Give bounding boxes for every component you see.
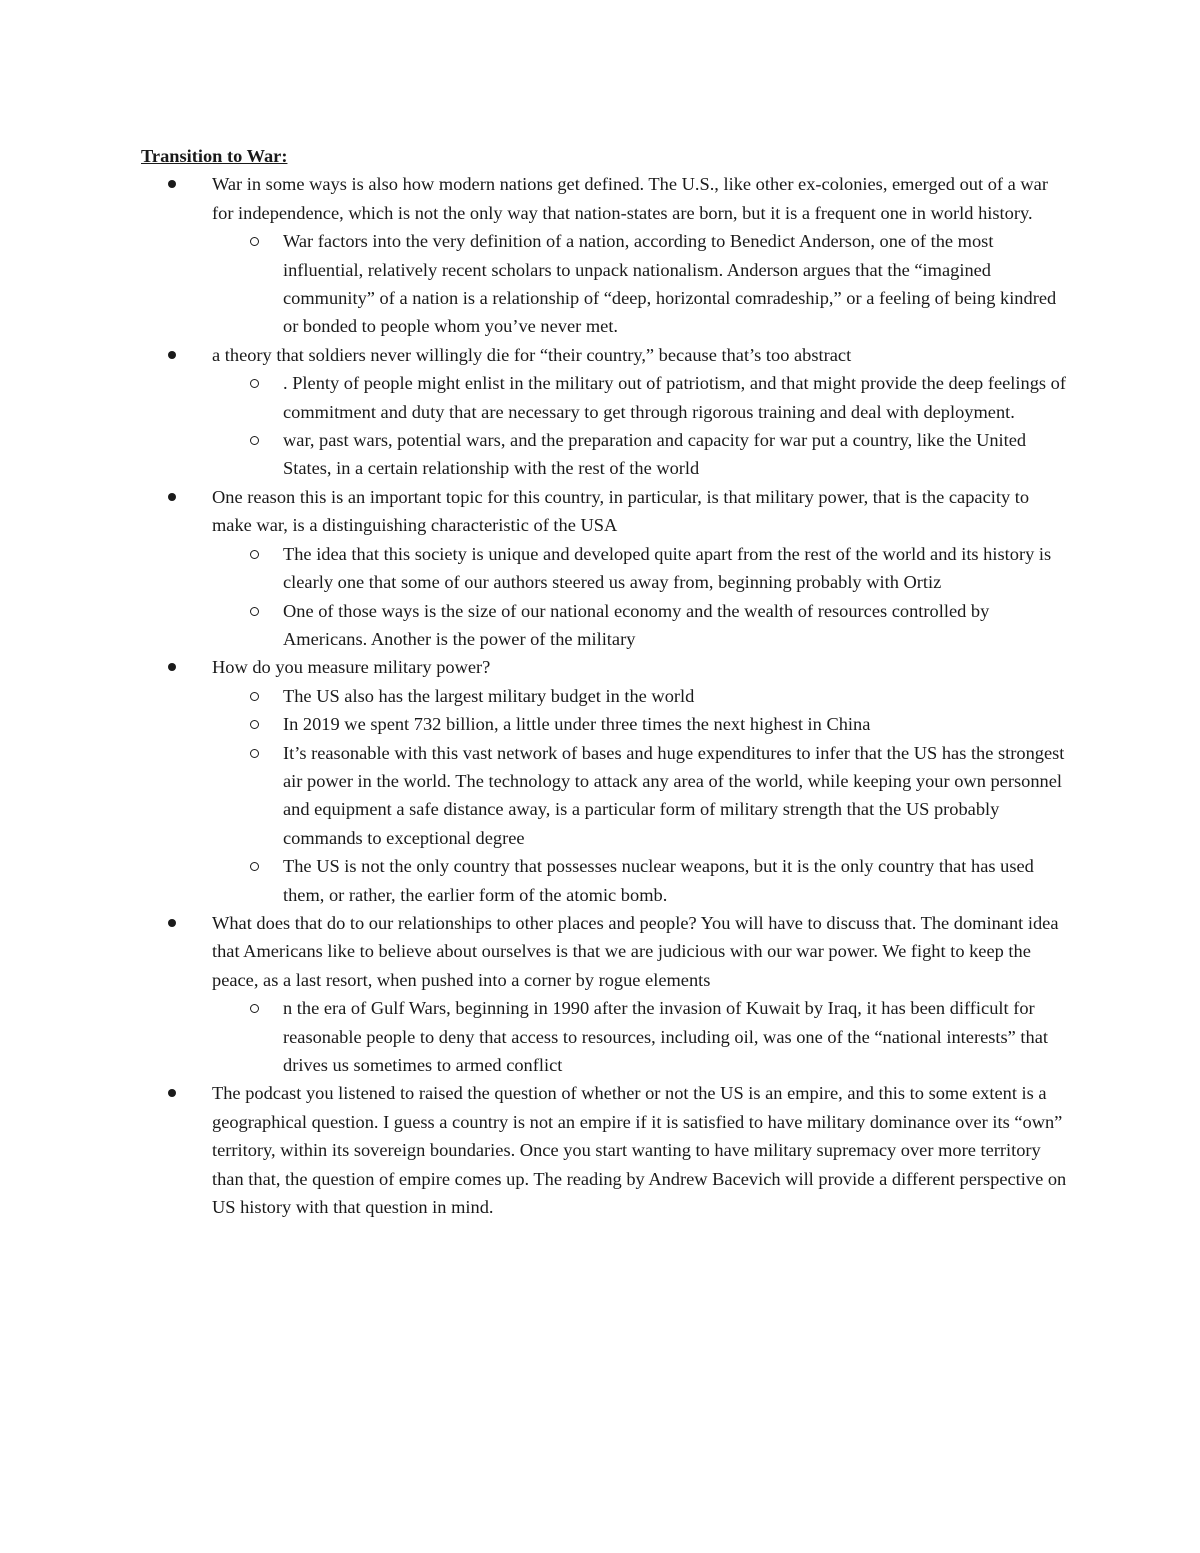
list-item [141, 1079, 1071, 1221]
hollow-bullet-icon [250, 692, 259, 701]
sub-list-item [212, 426, 1071, 483]
sub-list-item-text: war, past wars, potential wars, and the preparation and capacity for war put a country, like the United States, in a certain relationship with the rest of the world [283, 430, 1027, 479]
hollow-bullet-icon [250, 379, 259, 388]
list-item-text: How do you measure military power? [212, 657, 491, 678]
list-item-text: War in some ways is also how modern nations get defined. The U.S., like other ex-colonies, emerged out of a war for independence, which is not the only way that nation-states are born, but it is a frequent one in world history. [212, 174, 1048, 223]
sub-list [212, 540, 1071, 654]
hollow-bullet-icon [250, 607, 259, 616]
filled-bullet-icon [168, 919, 176, 927]
bullet-list [141, 170, 1071, 1221]
document-title: Transition to War: [141, 146, 288, 166]
hollow-bullet-icon [250, 749, 259, 758]
sub-list-item-text: One of those ways is the size of our national economy and the wealth of resources controlled by Americans. Another is the power of the military [283, 600, 990, 649]
filled-bullet-icon [168, 351, 176, 359]
list-item-text: One reason this is an important topic for this country, in particular, is that military power, that is the capacity to make war, is a distinguishing characteristic of the USA [212, 486, 1030, 536]
hollow-bullet-icon [250, 436, 259, 445]
list-item-text: What does that do to our relationships to other places and people? You will have to discuss that. The dominant idea that Americans like to believe about ourselves is that we are judicious with our war power. We fight to keep the peace, as a last resort, when pushed into a corner by rogue elements [212, 912, 1059, 990]
sub-list [212, 682, 1071, 909]
sub-list-item [212, 852, 1071, 909]
sub-list [212, 994, 1071, 1079]
sub-list [212, 227, 1071, 341]
list-item [141, 483, 1071, 653]
list-item [141, 341, 1071, 483]
filled-bullet-icon [168, 180, 176, 188]
filled-bullet-icon [168, 493, 176, 501]
sub-list-item [212, 994, 1071, 1079]
filled-bullet-icon [168, 663, 176, 671]
sub-list-item-text: . Plenty of people might enlist in the military out of patriotism, and that might provide the deep feelings of commitment and duty that are necessary to get through rigorous training and deal with deployment. [283, 373, 1066, 422]
hollow-bullet-icon [250, 550, 259, 559]
filled-bullet-icon [168, 1089, 176, 1097]
list-item-text: a theory that soldiers never willingly die for “their country,” because that’s too abstract [212, 344, 852, 365]
sub-list-item-text: War factors into the very definition of a nation, according to Benedict Anderson, one of the most influential, relatively recent scholars to unpack nationalism. Anderson argues that the “imagined community” of a nation is a relationship of “deep, horizontal comradeship,” or a feeling of being kindred or bonded to people whom you’ve never met. [283, 231, 1057, 337]
sub-list-item-text: It’s reasonable with this vast network of bases and huge expenditures to infer that the US has the strongest air power in the world. The technology to attack any area of the world, while keeping your own personnel and equipment a safe distance away, is a particular form of military strength that the US probably commands to exceptional degree [283, 742, 1065, 848]
sub-list-item [212, 739, 1071, 853]
sub-list-item [212, 227, 1071, 341]
sub-list [212, 369, 1071, 483]
sub-list-item-text: The US is not the only country that possesses nuclear weapons, but it is the only country that has used them, or rather, the earlier form of the atomic bomb. [283, 856, 1034, 905]
sub-list-item-text: The idea that this society is unique and developed quite apart from the rest of the world and its history is clearly one that some of our authors steered us away from, beginning probably with Ortiz [283, 543, 1052, 593]
hollow-bullet-icon [250, 720, 259, 729]
sub-list-item [212, 710, 1071, 738]
sub-list-item [212, 369, 1071, 426]
hollow-bullet-icon [250, 1004, 259, 1013]
list-item [141, 170, 1071, 340]
document-page [141, 142, 1071, 1221]
sub-list-item [212, 597, 1071, 654]
list-item [141, 653, 1071, 909]
list-item [141, 909, 1071, 1079]
list-item-text: The podcast you listened to raised the question of whether or not the US is an empire, and this to some extent is a geographical question. I guess a country is not an empire if it is satisfied to have military dominance over its “own” territory, within its sovereign boundaries. Once you start wanting to have military supremacy over more territory than that, the question of empire comes up. The reading by Andrew Bacevich will provide a different perspective on US history with that question in mind. [212, 1083, 1067, 1218]
hollow-bullet-icon [250, 237, 259, 246]
sub-list-item [212, 540, 1071, 597]
hollow-bullet-icon [250, 862, 259, 871]
sub-list-item [212, 682, 1071, 710]
sub-list-item-text: In 2019 we spent 732 billion, a little under three times the next highest in China [283, 714, 871, 735]
sub-list-item-text: n the era of Gulf Wars, beginning in 1990 after the invasion of Kuwait by Iraq, it has been difficult for reasonable people to deny that access to resources, including oil, was one of the “national interests” that drives us sometimes to armed conflict [283, 998, 1048, 1075]
sub-list-item-text: The US also has the largest military budget in the world [283, 685, 695, 706]
